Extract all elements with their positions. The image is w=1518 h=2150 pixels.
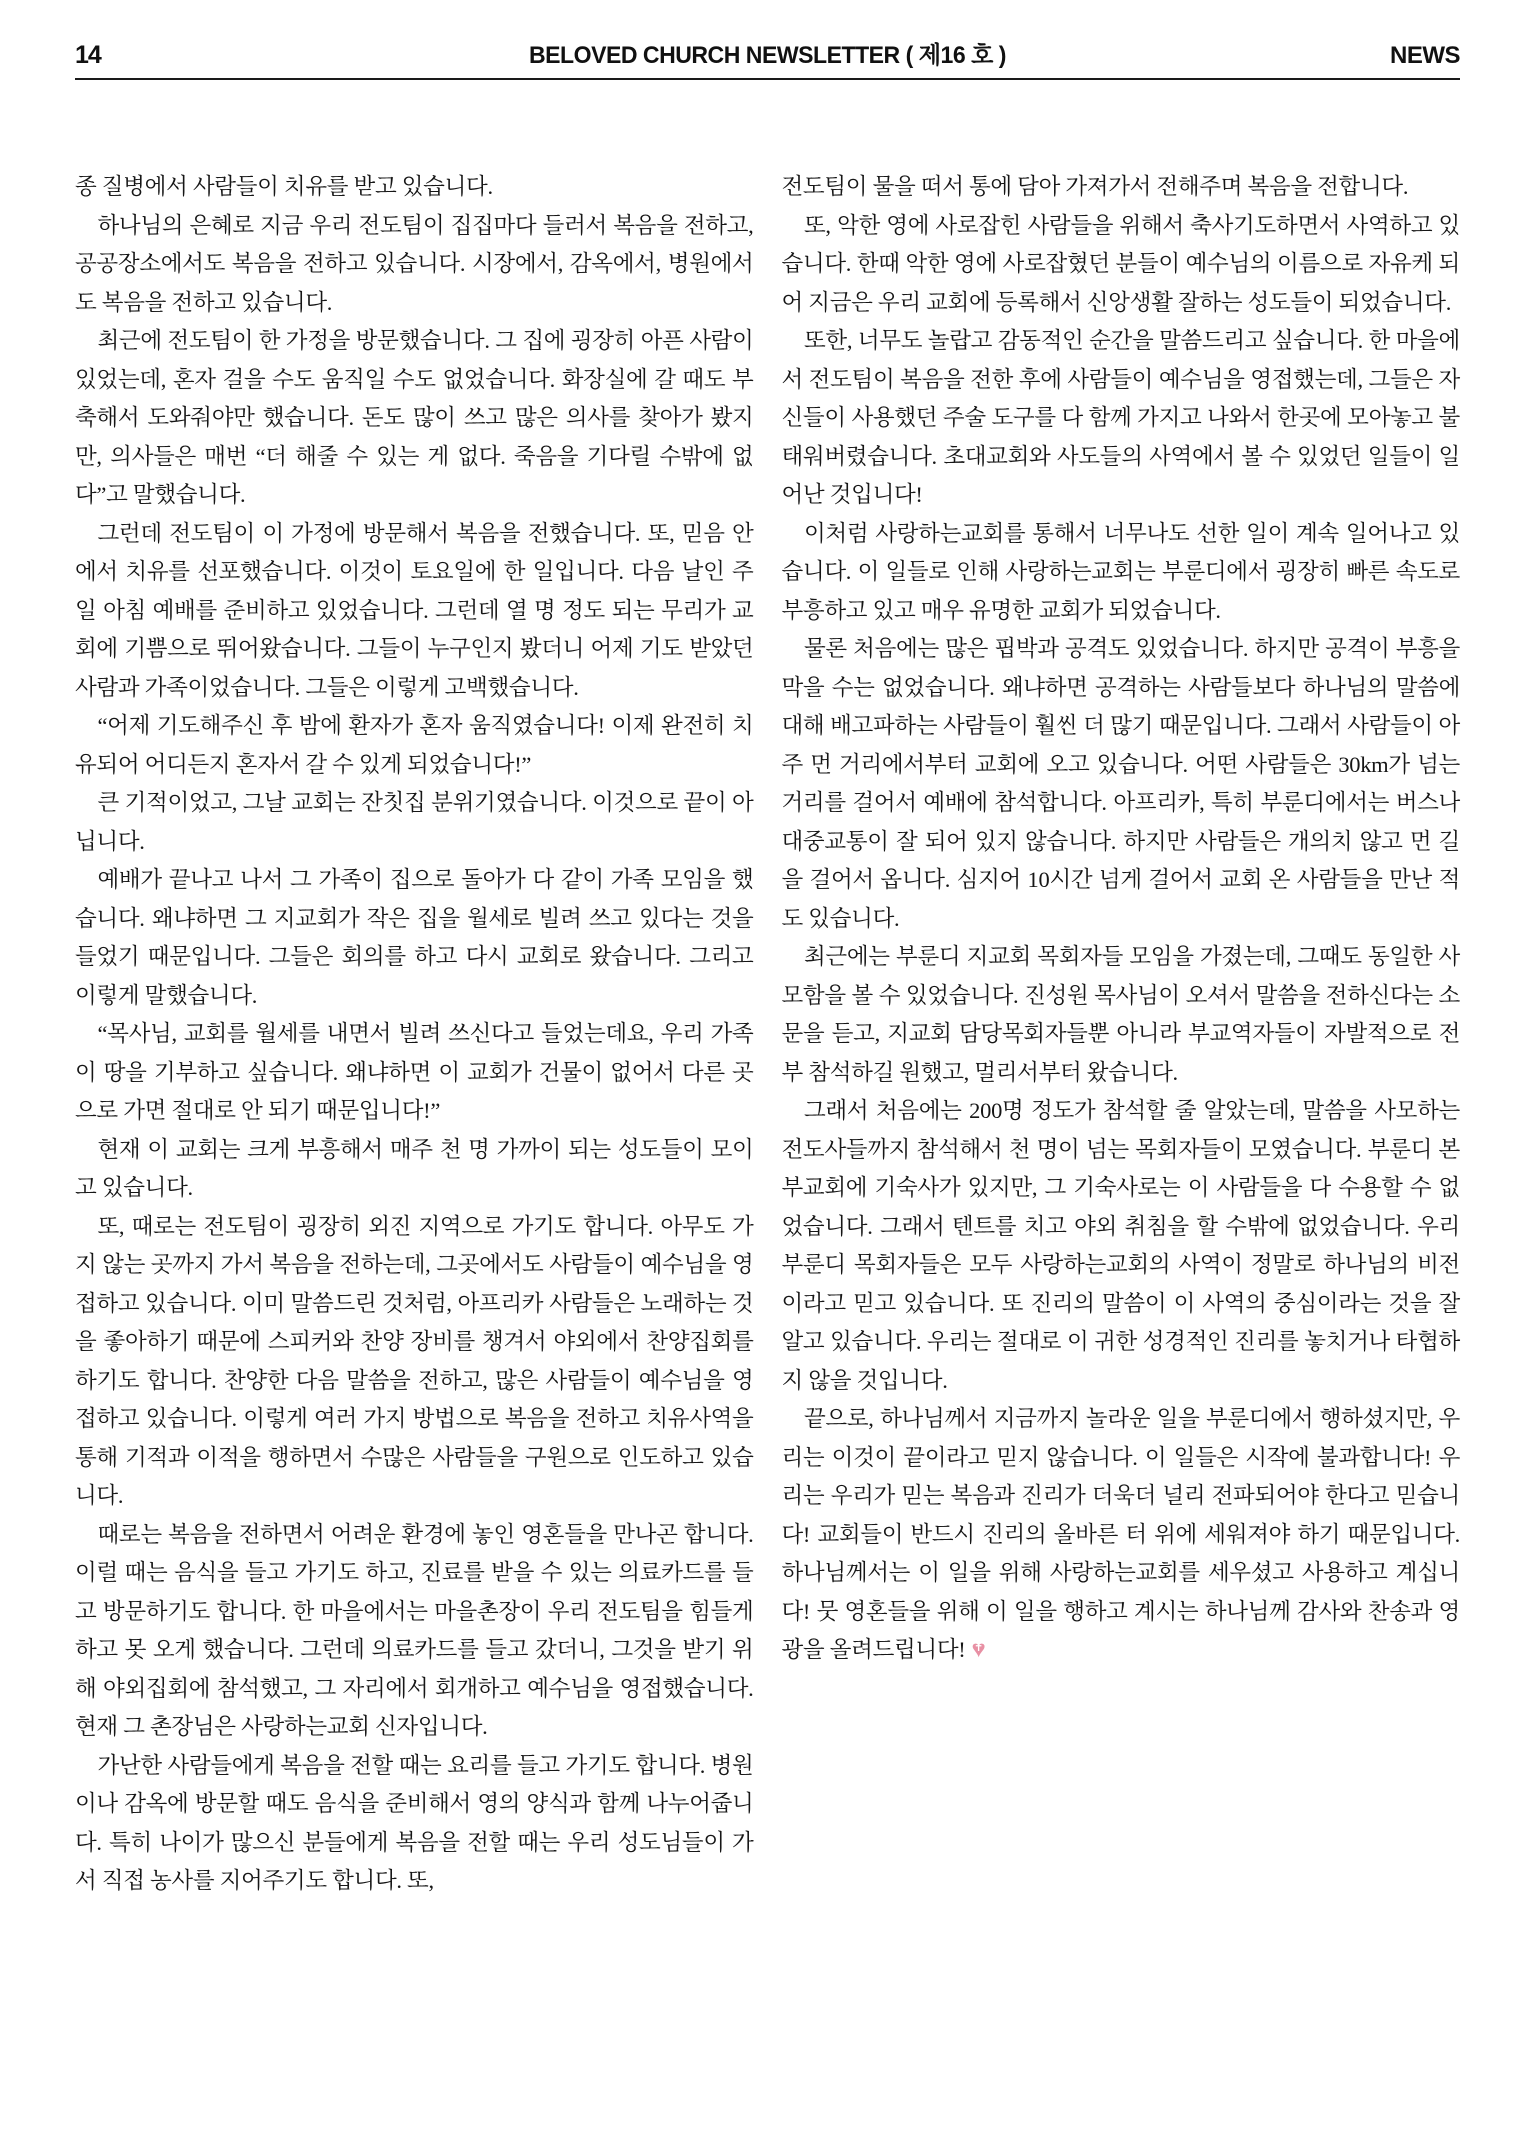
paragraph: 그런데 전도팀이 이 가정에 방문해서 복음을 전했습니다. 또, 믿음 안에서 치유를 선포했습니다. 이것이 토요일에 한 일입니다. 다음 날인 주일 아침 예배를 준비하고 있었습니다. 그런데 열 명 정도 되는 무리가 교회에 기쁨으로 뛰어왔습니다. 그들이 누구인지 봤더니 어제 기도 받았던 사람과 가족이었습니다. 그들은 이렇게 고백했습니다. xyxy=(75,520,754,700)
paragraph: 끝으로, 하나님께서 지금까지 놀라운 일을 부룬디에서 행하셨지만, 우리는 이것이 끝이라고 믿지 않습니다. 이 일들은 시작에 불과합니다! 우리는 우리가 믿는 복음과 진리가 더욱더 널리 전파되어야 한다고 믿습니다! 교회들이 반드시 진리의 올바른 터 위에 세워져야 하기 때문입니다. 하나님께서는 이 일을 위해 사랑하는교회를 세우셨고 사용하고 계십니다! 뭇 영혼들을 위해 이 일을 행하고 계시는 하나님께 감사와 찬송과 영광을 올려드립니다! ♥ ✝ xyxy=(782,1400,1461,1670)
paragraph: 최근에는 부룬디 지교회 목회자들 모임을 가졌는데, 그때도 동일한 사모함을 볼 수 있었습니다. 진성원 목사님이 오셔서 말씀을 전하신다는 소문을 듣고, 지교회 담당목회자들뿐 아니라 부교역자들이 자발적으로 전부 참석하길 원했고, 멀리서부터 왔습니다. xyxy=(781,944,1460,1085)
header-divider xyxy=(75,78,1460,80)
article-end-heart-cross-icon: ♥ ✝ xyxy=(972,1638,986,1662)
paragraph: 또한, 너무도 놀랍고 감동적인 순간을 말씀드리고 싶습니다. 한 마을에서 전도팀이 복음을 전한 후에 사람들이 예수님을 영접했는데, 그들은 자신들이 사용했던 주술 도구를 다 함께 가지고 나와서 한곳에 모아놓고 불태워버렸습니다. 초대교회와 사도들의 사역에서 볼 수 있었던 일들이 일어난 것입니다! xyxy=(781,328,1460,507)
paragraph: 또, 때로는 전도팀이 굉장히 외진 지역으로 가기도 합니다. 아무도 가지 않는 곳까지 가서 복음을 전하는데, 그곳에서도 사람들이 예수님을 영접하고 있습니다. 이미 말씀드린 것처럼, 아프리카 사람들은 노래하는 것을 좋아하기 때문에 스피커와 찬양 장비를 챙겨서 야외에서 찬양집회를 하기도 합니다. 찬양한 다음 말씀을 전하고, 많은 사람들이 예수님을 영접하고 있습니다. 이렇게 여러 가지 방법으로 복음을 전하고 치유사역을 통해 기적과 이적을 행하면서 수많은 사람들을 구원으로 인도하고 있습니다. xyxy=(75,1213,754,1508)
page-header xyxy=(75,36,1460,70)
paragraph: 때로는 복음을 전하면서 어려운 환경에 놓인 영혼들을 만나곤 합니다. 이럴 때는 음식을 들고 가기도 하고, 진료를 받을 수 있는 의료카드를 들고 방문하기도 합니다. 한 마을에서는 마을촌장이 우리 전도팀을 힘들게 하고 못 오게 했습니다. 그런데 의료카드를 들고 갔더니, 그것을 받기 위해 야외집회에 참석했고, 그 자리에서 회개하고 예수님을 영접했습니다. 현재 그 촌장님은 사랑하는교회 신자입니다. xyxy=(75,1521,754,1739)
page-number: 14 xyxy=(75,41,101,69)
paragraph: 가난한 사람들에게 복음을 전할 때는 요리를 들고 가기도 합니다. 병원이나 감옥에 방문할 때도 음식을 준비해서 영의 양식과 함께 나누어줍니다. 특히 나이가 많으신 분들에게 복음을 전할 때는 우리 성도님들이 가서 직접 농사를 지어주기도 합니다. 또, xyxy=(75,1752,754,1893)
section-label: NEWS xyxy=(1390,42,1460,69)
paragraph: “목사님, 교회를 월세를 내면서 빌려 쓰신다고 들었는데요, 우리 가족이 땅을 기부하고 싶습니다. 왜냐하면 이 교회가 건물이 없어서 다른 곳으로 가면 절대로 안 되기 때문입니다!” xyxy=(75,1021,754,1123)
paragraph: 예배가 끝나고 나서 그 가족이 집으로 돌아가 다 같이 가족 모임을 했습니다. 왜냐하면 그 지교회가 작은 집을 월세로 빌려 쓰고 있다는 것을 들었기 때문입니다. 그들은 회의를 하고 다시 교회로 왔습니다. 그리고 이렇게 말했습니다. xyxy=(75,867,754,1008)
paragraph: 전도팀이 물을 떠서 통에 담아 가져가서 전해주며 복음을 전합니다. xyxy=(781,174,1409,199)
paragraph: 또, 악한 영에 사로잡힌 사람들을 위해서 축사기도하면서 사역하고 있습니다. 한때 악한 영에 사로잡혔던 분들이 예수님의 이름으로 자유케 되어 지금은 우리 교회에 등록해서 신앙생활 잘하는 성도들이 되었습니다. xyxy=(781,212,1460,315)
paragraph: 최근에 전도팀이 한 가정을 방문했습니다. 그 집에 굉장히 아픈 사람이 있었는데, 혼자 걸을 수도 움직일 수도 없었습니다. 화장실에 갈 때도 부축해서 도와줘야만 했습니다. 돈도 많이 쓰고 많은 의사를 찾아가 봤지만, 의사들은 매번 “더 해줄 수 있는 게 없다. 죽음을 기다릴 수밖에 없다”고 말했습니다. xyxy=(75,328,754,507)
paragraph: 현재 이 교회는 크게 부흥해서 매주 천 명 가까이 되는 성도들이 모이고 있습니다. xyxy=(75,1136,754,1200)
right-column xyxy=(782,168,1461,1901)
paragraph: “어제 기도해주신 후 밤에 환자가 혼자 움직였습니다! 이제 완전히 치유되어 어디든지 혼자서 갈 수 있게 되었습니다!” xyxy=(75,713,754,777)
article-body xyxy=(75,168,1460,1901)
paragraph: 종 질병에서 사람들이 치유를 받고 있습니다. xyxy=(75,174,493,199)
newsletter-title: BELOVED CHURCH NEWSLETTER ( 제16 호 ) xyxy=(528,42,1007,69)
paragraph: 그래서 처음에는 200명 정도가 참석할 줄 알았는데, 말씀을 사모하는 전도사들까지 참석해서 천 명이 넘는 목회자들이 모였습니다. 부룬디 본부교회에 기숙사가 있지만, 그 기숙사로는 이 사람들을 다 수용할 수 없었습니다. 그래서 텐트를 치고 야외 취침을 할 수밖에 없었습니다. 우리 부룬디 목회자들은 모두 사랑하는교회의 사역이 정말로 하나님의 비전이라고 믿고 있습니다. 또 진리의 말씀이 이 사역의 중심이라는 것을 잘 알고 있습니다. 우리는 절대로 이 귀한 성경적인 진리를 놓치거나 타협하지 않을 것입니다. xyxy=(781,1098,1460,1393)
paragraph: 이처럼 사랑하는교회를 통해서 너무나도 선한 일이 계속 일어나고 있습니다. 이 일들로 인해 사랑하는교회는 부룬디에서 굉장히 빠른 속도로 부흥하고 있고 매우 유명한 교회가 되었습니다. xyxy=(781,520,1460,623)
paragraph: 큰 기적이었고, 그날 교회는 잔칫집 분위기였습니다. 이것으로 끝이 아닙니다. xyxy=(75,790,754,854)
paragraph: 하나님의 은혜로 지금 우리 전도팀이 집집마다 들러서 복음을 전하고, 공공장소에서도 복음을 전하고 있습니다. 시장에서, 감옥에서, 병원에서도 복음을 전하고 있습니다. xyxy=(75,212,754,315)
left-column xyxy=(75,168,754,1901)
paragraph: 물론 처음에는 많은 핍박과 공격도 있었습니다. 하지만 공격이 부흥을 막을 수는 없었습니다. 왜냐하면 공격하는 사람들보다 하나님의 말씀에 대해 배고파하는 사람들이 훨씬 더 많기 때문입니다. 그래서 사람들이 아주 먼 거리에서부터 교회에 오고 있습니다. 어떤 사람들은 30km가 넘는 거리를 걸어서 예배에 참석합니다. 아프리카, 특히 부룬디에서는 버스나 대중교통이 잘 되어 있지 않습니다. 하지만 사람들은 개의치 않고 먼 길을 걸어서 옵니다. 심지어 10시간 넘게 걸어서 교회 온 사람들을 만난 적도 있습니다. xyxy=(781,636,1460,931)
